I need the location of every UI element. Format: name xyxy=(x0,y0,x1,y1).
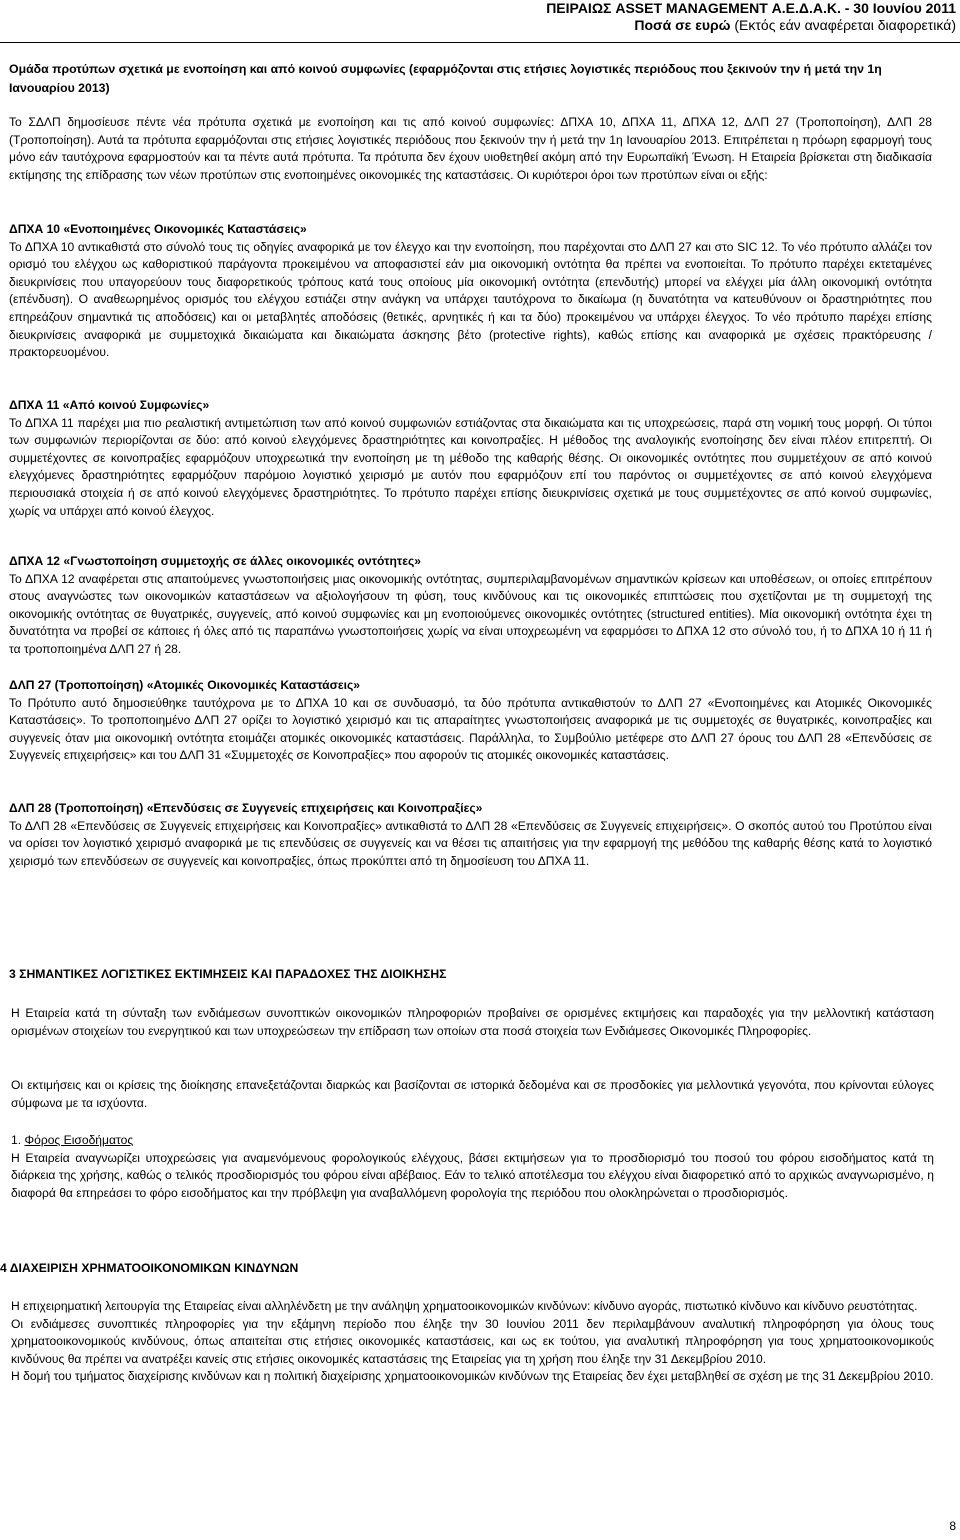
header-currency-note xyxy=(546,17,956,34)
standard-text: Το ΔΠΧΑ 10 αντικαθιστά στο σύνολό τους τις οδηγίες αναφορικά με τον έλεγχο και την ενοποίηση, που παρέχονται στο ΔΛΠ 27 και στο SIC 12. Το νέο πρότυπο αλλάζει τον ορισμό του ελέγχου ως καθοριστικού παράγοντα προκειμένου να αποφασιστεί εάν μια οικονομική οντότητα θα πρέπει να ενοποιείται. Το πρότυπο παρέχει εκτεταμένες διευκρινίσεις που υπαγορεύουν τους διαφορετικούς τρόπους κατά τους οποίους μία οικονομική οντότητα (επενδυτής) μπορεί να ελέγχει μία άλλη οικονομική οντότητα (επένδυση). Ο αναθεωρημένος ορισμός του ελέγχου εστιάζει στην ανάγκη να υπάρχει ταυτόχρονα το δικαίωμα (η δυνατότητα να κατευθύνουν οι δραστηριότητες που επηρεάζουν σημαντικά τις αποδόσεις) και οι μεταβλητές αποδόσεις (θετικές, αρνητικές ή και τα δύο) προκειμένου να υπάρχει έλεγχος. Το νέο πρότυπο παρέχει επίσης διευκρινίσεις αναφορικά με συμμετοχικά δικαιώματα και δικαιώματα άσκησης βέτο (protective rights), καθώς επίσης και αναφορικά με σχέσεις πρακτόρευσης / πρακτορευομένου. xyxy=(9,239,932,360)
section-4-body xyxy=(11,1298,934,1386)
header-rule xyxy=(0,42,960,43)
subsection-number: 1. xyxy=(11,1133,25,1147)
standard-ifrs10 xyxy=(9,221,932,362)
header-currency: Ποσά σε ευρώ xyxy=(634,17,731,33)
section-4-paragraph-1: Η επιχειρηματική λειτουργία της Εταιρείας είναι αλληλένδετη με την ανάληψη χρηματοοικονομικών κινδύνων: κίνδυνο αγοράς, πιστωτικό κίνδυνο και κίνδυνο ρευστότητας. xyxy=(11,1299,918,1313)
subsection-text: Η Εταιρεία αναγνωρίζει υποχρεώσεις για αναμενόμενους φορολογικούς ελέγχους, βάσει εκτιμήσεων για το προσδιορισμό του ποσού του φόρου εισοδήματος κατά τη διάρκεια της χρήσης, καθώς ο τελικός προσδιορισμός του φόρου είναι αβέβαιος. Εάν το τελικό αποτέλεσμα του ελέγχου είναι διαφορετικό από το αρχικώς αναγνωρισμένο, η διαφορά θα επηρεάσει το φόρο εισοδήματος και την πρόβλεψη για αναβαλλόμενη φορολογία της περιόδου που ολοκληρώνεται ο προσδιορισμός. xyxy=(11,1150,934,1200)
standard-ias27 xyxy=(9,677,932,765)
standard-title: ΔΠΧΑ 10 «Ενοποιημένες Οικονομικές Καταστάσεις» xyxy=(9,222,307,236)
standard-title: ΔΠΧΑ 12 «Γνωστοποίηση συμμετοχής σε άλλες οικονομικές οντότητες» xyxy=(9,554,422,568)
standard-text: Το ΔΛΠ 28 «Επενδύσεις σε Συγγενείς επιχειρήσεις και Κοινοπραξίες» αντικαθιστά το ΔΛΠ 28 «Επενδύσεις σε Συγγενείς επιχειρήσεις». Ο σκοπός αυτού του Προτύπου είναι να ορίσει τον λογιστικό χειρισμό αναφορικά με τις επενδύσεις σε συγγενείς και να θέσει τις απαιτήσεις για την εφαρμογή της μεθόδου της καθαρής θέσης κατά το λογιστικό χειρισμό των επενδύσεων σε συγγενείς και κοινοπραξίες, όπως προκύπτει από τη δημοσίευση του ΔΠΧΑ 11. xyxy=(9,818,932,868)
header-currency-qualifier: (Εκτός εάν αναφέρεται διαφορετικά) xyxy=(730,17,956,33)
section-4-heading xyxy=(0,1261,298,1275)
page-header xyxy=(546,0,956,34)
standard-title: ΔΛΠ 28 (Τροποποίηση) «Επενδύσεις σε Συγγενείς επιχειρήσεις και Κοινοπραξίες» xyxy=(9,801,483,815)
section-3-paragraph-2: Οι εκτιμήσεις και οι κρίσεις της διοίκησης επανεξετάζονται διαρκώς και βασίζονται σε ιστορικά δεδομένα και σε προσδοκίες για μελλοντικά γεγονότα, που κρίνονται εύλογες σύμφωνα με τα ισχύοντα. xyxy=(11,1078,934,1110)
intro-paragraph: Το ΣΔΛΠ δημοσίευσε πέντε νέα πρότυπα σχετικά με ενοποίηση και τις από κοινού συμφωνίες: ΔΠΧΑ 10, ΔΠΧΑ 11, ΔΠΧΑ 12, ΔΛΠ 27 (Τροποποίηση), ΔΛΠ 28 (Τροποποίηση). Αυτά τα πρότυπα εφαρμόζονται στις ετήσιες λογιστικές περιόδους που ξεκινούν την ή μετά την 1η Ιανουαρίου 2013. Επιτρέπεται η πρόωρη εφαρμογή τους μόνο εάν ταυτόχρονα εφαρμοστούν και τα πέντε αυτά πρότυπα. Τα πρότυπα δεν έχουν υιοθετηθεί ακόμη από την Ευρωπαϊκή Ένωση. Η Εταιρεία βρίσκεται στη διαδικασία εκτίμησης της επίδρασης των νέων προτύπων στις ενοποιημένες οικονομικές της καταστάσεις. Οι κυριότεροι όροι των προτύπων είναι οι εξής: xyxy=(9,115,932,182)
standard-text: Το ΔΠΧΑ 11 παρέχει μια πιο ρεαλιστική αντιμετώπιση των από κοινού συμφωνιών εστιάζοντας στα δικαιώματα και τις υποχρεώσεις, παρά στη νομική τους μορφή. Οι τύποι των συμφωνιών περιορίζονται σε δύο: από κοινού ελεγχόμενες δραστηριότητες και κοινοπραξίες. Η μέθοδος της αναλογικής ενοποίησης δεν είναι πλέον επιτρεπτή. Οι συμμετέχοντες σε κοινοπραξίες εφαρμόζουν υποχρεωτικά την ενοποίηση με τη μέθοδο της καθαρής θέσης. Οι οικονομικές οντότητες που συμμετέχουν σε από κοινού ελεγχόμενες δραστηριότητες εφαρμόζουν παρόμοιο λογιστικό χειρισμό με αυτόν που εφαρμόζουν επί του παρόντος οι συμμετέχοντες σε από κοινού ελεγχόμενα περιουσιακά στοιχεία ή σε από κοινού ελεγχόμενες δραστηριότητες. Το πρότυπο παρέχει επίσης διευκρινίσεις σχετικά με τους συμμετέχοντες σε από κοινού συμφωνίες, χωρίς να υπάρχει από κοινού έλεγχος. xyxy=(9,415,932,518)
section-4-number: 4 xyxy=(0,1261,10,1275)
standard-text: Το Πρότυπο αυτό δημοσιεύθηκε ταυτόχρονα με το ΔΠΧΑ 10 και σε συνδυασμό, τα δύο πρότυπα αντικαθιστούν το ΔΛΠ 27 «Ενοποιημένες και Ατομικές Οικονομικές Καταστάσεις». Το τροποποιημένο ΔΛΠ 27 ορίζει το λογιστικό χειρισμό και τις απαραίτητες γνωστοποιήσεις αναφορικά με τις συμμετοχές σε θυγατρικές, κοινοπραξίες και συγγενείς όταν μια οικονομική οντότητα ετοιμάζει ατομικές οικονομικές καταστάσεις. Παράλληλα, το Συμβούλιο μετέφερε στο ΔΛΠ 27 όρους του ΔΛΠ 28 «Επενδύσεις σε Συγγενείς επιχειρήσεις» και του ΔΛΠ 31 «Συμμετοχές σε Κοινοπραξίες» που αφορούν τις ατομικές οικονομικές καταστάσεις. xyxy=(9,695,932,763)
section-3-heading: 3 ΣΗΜΑΝΤΙΚΕΣ ΛΟΓΙΣΤΙΚΕΣ ΕΚΤΙΜΗΣΕΙΣ ΚΑΙ ΠΑΡΑΔΟΧΕΣ ΤΗΣ ΔΙΟΙΚΗΣΗΣ xyxy=(9,967,447,981)
standard-ifrs11 xyxy=(9,397,932,520)
section-3-subsection xyxy=(11,1132,934,1202)
page-number: 8 xyxy=(949,1519,956,1533)
section-4-paragraph-3: Η δομή του τμήματος διαχείρισης κινδύνων και η πολιτική διαχείρισης χρηματοοικονομικών κινδύνων της Εταιρείας δεν έχει μεταβληθεί σε σχέση με της 31 Δεκεμβρίου 2010. xyxy=(11,1369,934,1384)
standard-text: Το ΔΠΧΑ 12 αναφέρεται στις απαιτούμενες γνωστοποιήσεις μιας οικονομικής οντότητας, συμπεριλαμβανομένων σημαντικών κρίσεων και υποθέσεων, οι οποίες επιτρέπουν στους αναγνώστες των οικονομικών καταστάσεων να αξιολογήσουν τη φύση, τους κινδύνους και τις οικονομικές επιπτώσεις που σχετίζονται με τη συμμετοχή της οικονομικής οντότητας σε θυγατρικές, συγγενείς, από κοινού συμφωνίες και μη ενοποιούμενες οικονομικές οντότητες (structured entities). Μία οικονομική οντότητα έχει τη δυνατότητα να προβεί σε κάποιες ή όλες από τις παραπάνω γνωστοποιήσεις χωρίς να είναι υποχρεωμένη να εφαρμόσει το ΔΠΧΑ 12 στο σύνολό του, ή το ΔΠΧΑ 10 ή 11 ή τα τροποποιημένα ΔΛΠ 27 ή 28. xyxy=(9,571,932,656)
intro-heading: Ομάδα προτύπων σχετικά με ενοποίηση και από κοινού συμφωνίες (εφαρμόζονται στις ετήσιες λογιστικές περιόδους που ξεκινούν την ή μετά την 1η Ιανουαρίου 2013) xyxy=(9,62,882,95)
standard-ias28 xyxy=(9,800,932,870)
standard-title: ΔΛΠ 27 (Τροποποίηση) «Ατομικές Οικονομικές Καταστάσεις» xyxy=(9,678,360,692)
section-3-paragraph-1: Η Εταιρεία κατά τη σύνταξη των ενδιάμεσων συνοπτικών οικονομικών πληροφοριών προβαίνει σε ορισμένες εκτιμήσεις και παραδοχές για την μελλοντική κατάσταση ορισμένων στοιχείων του ενεργητικού και των υποχρεώσεων την επίδραση των οποίων στα ποσά στοιχεία των Ενδιάμεσες Οικονομικές Πληροφορίες. xyxy=(11,1006,934,1038)
subsection-title-text: Φόρος Εισοδήματος xyxy=(24,1133,134,1147)
standard-title: ΔΠΧΑ 11 «Από κοινού Συμφωνίες» xyxy=(9,398,210,412)
header-company-date: ΠΕΙΡΑΙΩΣ ASSET MANAGEMENT Α.Ε.Δ.Α.Κ. - 30 Ιουνίου 2011 xyxy=(546,0,956,16)
standard-ifrs12 xyxy=(9,553,932,659)
subsection-title xyxy=(11,1132,934,1150)
section-4-paragraph-2: Οι ενδιάμεσες συνοπτικές πληροφορίες για την εξάμηνη περίοδο που έληξε την 30 Ιουνίου 2011 δεν περιλαμβάνουν αναλυτική πληροφόρηση για όλους τους χρηματοοικονομικούς κινδύνους, όπως απαιτείται στις ετήσιες οικονομικές καταστάσεις, και ως εκ τούτου, για αναλυτική πληροφόρηση για τους χρηματοοικονομικούς κινδύνους θα πρέπει να ανατρέξει κανείς στις ετήσιες οικονομικές καταστάσεις της Εταιρείας για τη χρήση που έληξε την 31 Δεκεμβρίου 2010. xyxy=(11,1316,934,1366)
section-4-title: ΔΙΑΧΕΙΡΙΣΗ ΧΡΗΜΑΤΟΟΙΚΟΝΟΜΙΚΩΝ ΚΙΝΔΥΝΩΝ xyxy=(9,1261,299,1275)
